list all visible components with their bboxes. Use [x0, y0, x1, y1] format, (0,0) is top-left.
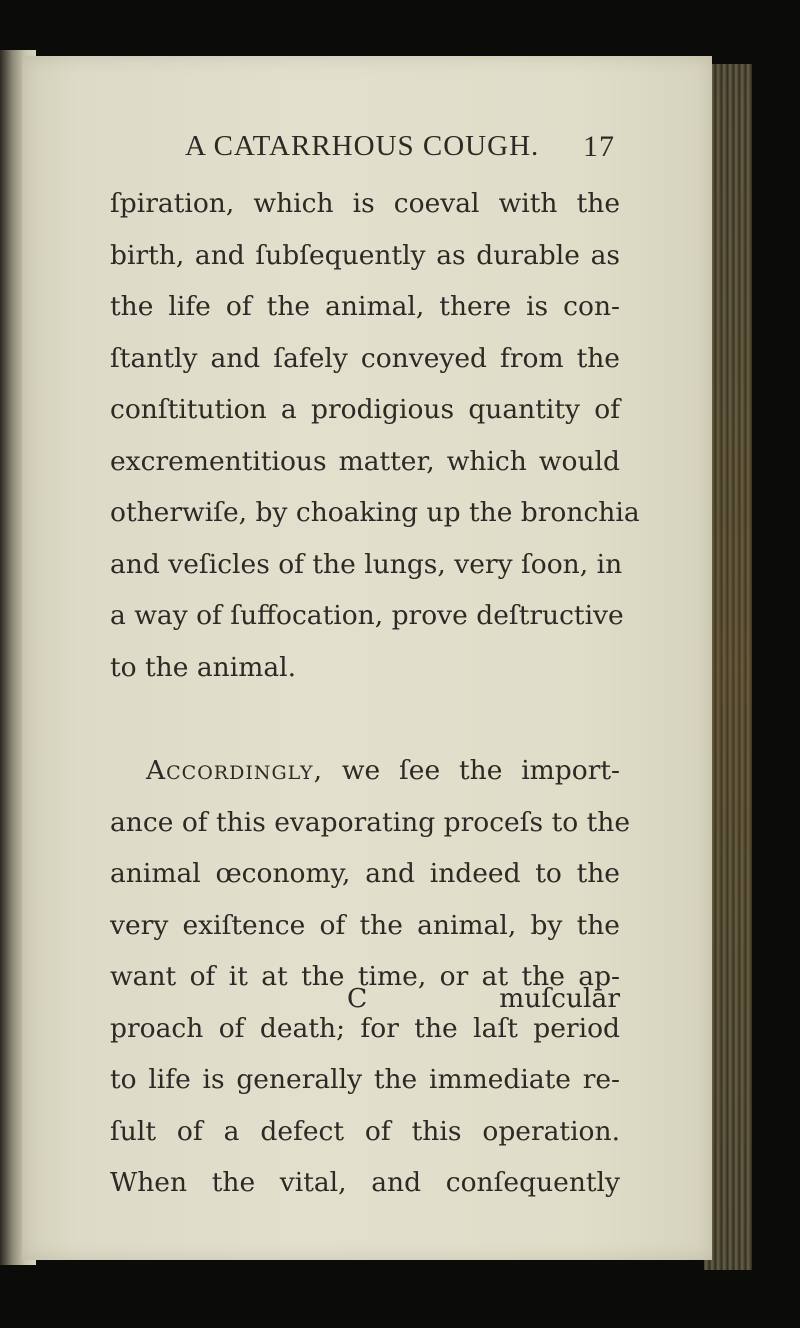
text-line: very exiſtence of the animal, by the — [110, 909, 620, 941]
paragraph-1 — [110, 178, 640, 693]
text-line: ſult of a defect of this operation. — [110, 1115, 620, 1147]
first-line-rest: we ſee the import- — [323, 755, 620, 786]
text-line: birth, and ſubſequently as durable as — [110, 239, 620, 271]
text-line-first — [110, 745, 620, 797]
text-line: ance of this evaporating proceſs to the — [110, 806, 630, 838]
text-line: the life of the animal, there is con- — [110, 291, 620, 322]
text-line: proach of death; for the laſt period — [110, 1012, 620, 1044]
text-line: ſpiration, which is coeval with the — [110, 188, 620, 219]
paragraph-2 — [110, 745, 630, 1209]
text-line: excrementitious matter, which would — [110, 445, 620, 477]
text-line: When the vital, and conſequently — [110, 1167, 620, 1198]
page-footer — [110, 983, 620, 1035]
paragraph-gap — [110, 693, 620, 745]
catchword: muſcular — [499, 983, 620, 1014]
text-line: conſtitution a prodigious quantity of — [110, 394, 620, 425]
text-line: a way of ſuffocation, prove deſtructive — [110, 600, 624, 631]
running-title: A CATARRHOUS COUGH. — [185, 130, 540, 162]
page-number: 17 — [583, 130, 615, 163]
text-line: animal œconomy, and indeed to the — [110, 858, 620, 889]
signature-mark: C — [347, 983, 368, 1014]
text-line: and veſicles of the lungs, very ſoon, in — [110, 548, 623, 580]
text-line: ſtantly and ſafely conveyed from the — [110, 342, 620, 374]
lead-word: Accordingly, — [146, 755, 324, 786]
text-line: to the animal. — [110, 651, 297, 683]
text-line: want of it at the time, or at the ap- — [110, 961, 620, 992]
text-line: otherwiſe, by choaking up the bronchia — [110, 497, 640, 528]
text-line: to life is generally the immediate re- — [110, 1064, 620, 1095]
body-text — [110, 178, 640, 1209]
